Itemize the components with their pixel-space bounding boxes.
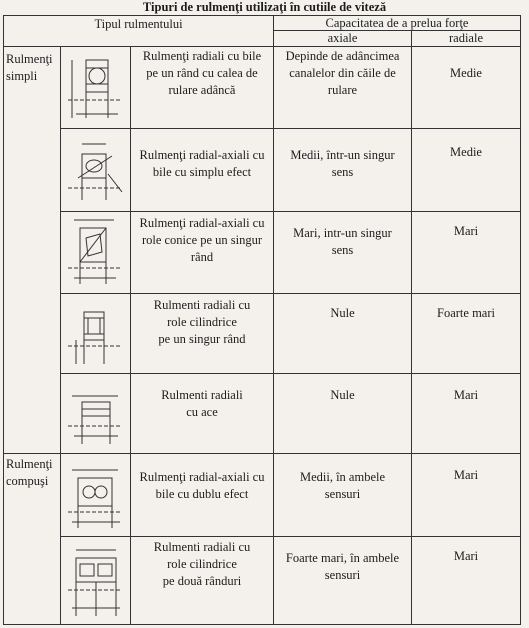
bearing-drawing-deep-groove-ball — [64, 52, 126, 124]
axial-capacity-needle-roller: Nule — [330, 387, 355, 402]
group-label-simple: Rulmenţi simpli — [6, 52, 53, 83]
table-title: Tipuri de rulmenţi utilizaţi în cutiile de viteză — [142, 0, 387, 14]
radial-capacity-deep-groove-ball: Medie — [450, 65, 482, 80]
bearing-name-double-angular-ball: Rulmenţi radial-axiali cu bile cu dublu efect — [139, 470, 265, 501]
bearing-drawing-cylindrical-roller — [64, 298, 126, 370]
bearing-name-deep-groove-ball: Rulmenţi radiali cu bile pe un rând cu calea de rulare adâncă — [142, 48, 262, 97]
bearing-drawing-needle-roller — [64, 378, 126, 450]
rule-left — [3, 15, 4, 625]
axial-capacity-cylindrical-roller: Nule — [330, 305, 355, 320]
header-radial: radiale — [448, 31, 483, 45]
axial-capacity-double-row-cylindrical: Foarte mari, în ambele sensuri — [285, 551, 400, 582]
header-capacity: Capacitatea de a prelua forţe — [325, 15, 469, 30]
radial-capacity-angular-contact-ball: Medie — [450, 144, 482, 159]
axial-capacity-tapered-roller: Mari, intr-un singur sens — [293, 226, 392, 257]
bearing-drawing-double-angular-ball — [64, 458, 126, 532]
bearing-drawing-tapered-roller — [64, 216, 126, 288]
axial-capacity-angular-contact-ball: Medii, într-un singur sens — [290, 148, 395, 179]
rule-col-1 — [60, 46, 61, 625]
bearing-name-tapered-roller: Rulmenţi radial-axiali cu role conice pe un singur rând — [139, 215, 265, 264]
header-axial: axiale — [327, 31, 358, 45]
rule-bottom — [3, 624, 521, 625]
bearing-name-cylindrical-roller: Rulmenti radiali cu role cilindrice pe un singur rând — [153, 297, 251, 346]
radial-capacity-cylindrical-roller: Foarte mari — [437, 305, 495, 320]
bearing-name-needle-roller: Rulmenti radiali cu ace — [161, 388, 243, 419]
bearing-drawing-double-row-cylindrical — [64, 540, 126, 620]
axial-capacity-double-angular-ball: Medii, în ambele sensuri — [299, 470, 386, 501]
rule-col-4 — [411, 30, 412, 625]
radial-capacity-needle-roller: Mari — [453, 387, 479, 402]
radial-capacity-tapered-roller: Mari — [453, 223, 479, 238]
axial-capacity-deep-groove-ball: Depinde de adâncimea canalelor din căile de rulare — [285, 48, 400, 97]
bearing-name-double-row-cylindrical: Rulmenti radiali cu role cilindrice pe două rânduri — [153, 539, 251, 588]
bearing-name-angular-contact-ball: Rulmenţi radial-axiali cu bile cu simplu efect — [139, 148, 265, 179]
radial-capacity-double-row-cylindrical: Mari — [453, 548, 479, 563]
bearing-drawing-angular-contact-ball — [64, 134, 126, 206]
rule-right — [520, 15, 521, 625]
group-label-compound: Rulmenţi compuşi — [6, 457, 53, 488]
radial-capacity-double-angular-ball: Mari — [453, 467, 479, 482]
header-type: Tipul rulmentului — [94, 16, 183, 31]
rule-group — [3, 453, 521, 454]
